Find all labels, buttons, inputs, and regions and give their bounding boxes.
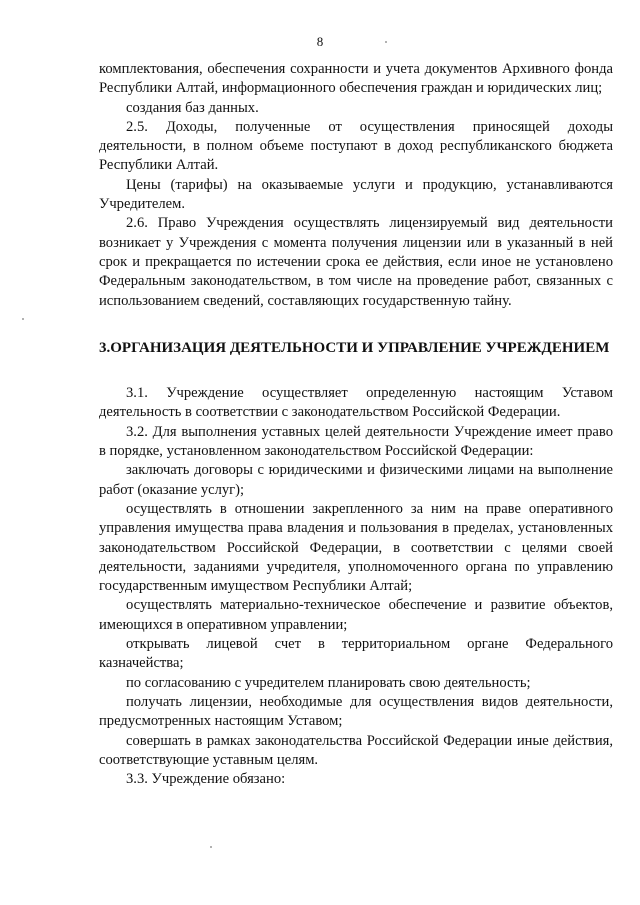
paragraph-3-1: 3.1. Учреждение осуществляет определенную настоящим Уставом деятельность в соответствии с законодательством Российской Федерации. xyxy=(99,385,613,421)
scan-speck xyxy=(210,846,212,848)
paragraph-contracts: заключать договоры с юридическими и физическими лицами на выполнение работ (оказание услуг); xyxy=(99,462,613,498)
paragraph-licenses: получать лицензии, необходимые для осуществления видов деятельности, предусмотренных настоящим Уставом; xyxy=(99,693,613,730)
paragraph-logistics: осуществлять материально-техническое обеспечение и развитие объектов, имеющихся в оперативном управлении; xyxy=(99,597,613,633)
paragraph-treasury-account: открывать лицевой счет в территориальном органе Федерального казначейства; xyxy=(99,636,613,672)
paragraph-property-rights: осуществлять в отношении закрепленного за ним на праве оперативного управления имущества права владения и пользования в пределах, установленных законодательством Российской Федерации, в соответствии с целями своей деятельности, заданиями учредителя, уполномоченного органа по управлению государственным имуществом Республики Алтай; xyxy=(99,500,613,595)
paragraph-prices: Цены (тарифы) на оказываемые услуги и продукцию, устанавливаются Учредителем. xyxy=(99,176,613,213)
scan-speck xyxy=(22,318,24,320)
page-number: 8 xyxy=(316,34,324,49)
paragraph-3-3: 3.3. Учреждение обязано: xyxy=(126,771,286,788)
page-text-body xyxy=(99,60,613,789)
paragraph-continuation: комплектования, обеспечения сохранности и учета документов Архивного фонда Республики Алтай, информационного обеспечения граждан и юридических лиц; xyxy=(99,61,613,97)
scan-speck xyxy=(385,41,387,43)
paragraph-planning: по согласованию с учредителем планировать свою деятельность; xyxy=(126,674,531,691)
paragraph-2-6: 2.6. Право Учреждения осуществлять лицензируемый вид деятельности возникает у Учреждения с момента получения лицензии или в указанный в ней срок и прекращается по истечении срока ее действия, если иное не установлено Федеральным законодательством, в том числе на проведение работ, связанных с использованием сведений, составляющих государственную тайну. xyxy=(99,215,613,309)
paragraph-databases: создания баз данных. xyxy=(126,99,259,116)
paragraph-2-5: 2.5. Доходы, полученные от осуществления приносящей доходы деятельности, в полном объеме поступают в доход республиканского бюджета Республики Алтай. xyxy=(99,118,613,174)
paragraph-other-actions: совершать в рамках законодательства Российской Федерации иные действия, соответствующие уставным целям. xyxy=(99,732,613,768)
paragraph-3-2: 3.2. Для выполнения уставных целей деятельности Учреждение имеет право в порядке, установленном законодательством Российской Федерации: xyxy=(99,423,613,460)
section-3-heading: 3.ОРГАНИЗАЦИЯ ДЕЯТЕЛЬНОСТИ И УПРАВЛЕНИЕ УЧРЕЖДЕНИЕМ xyxy=(99,339,610,356)
